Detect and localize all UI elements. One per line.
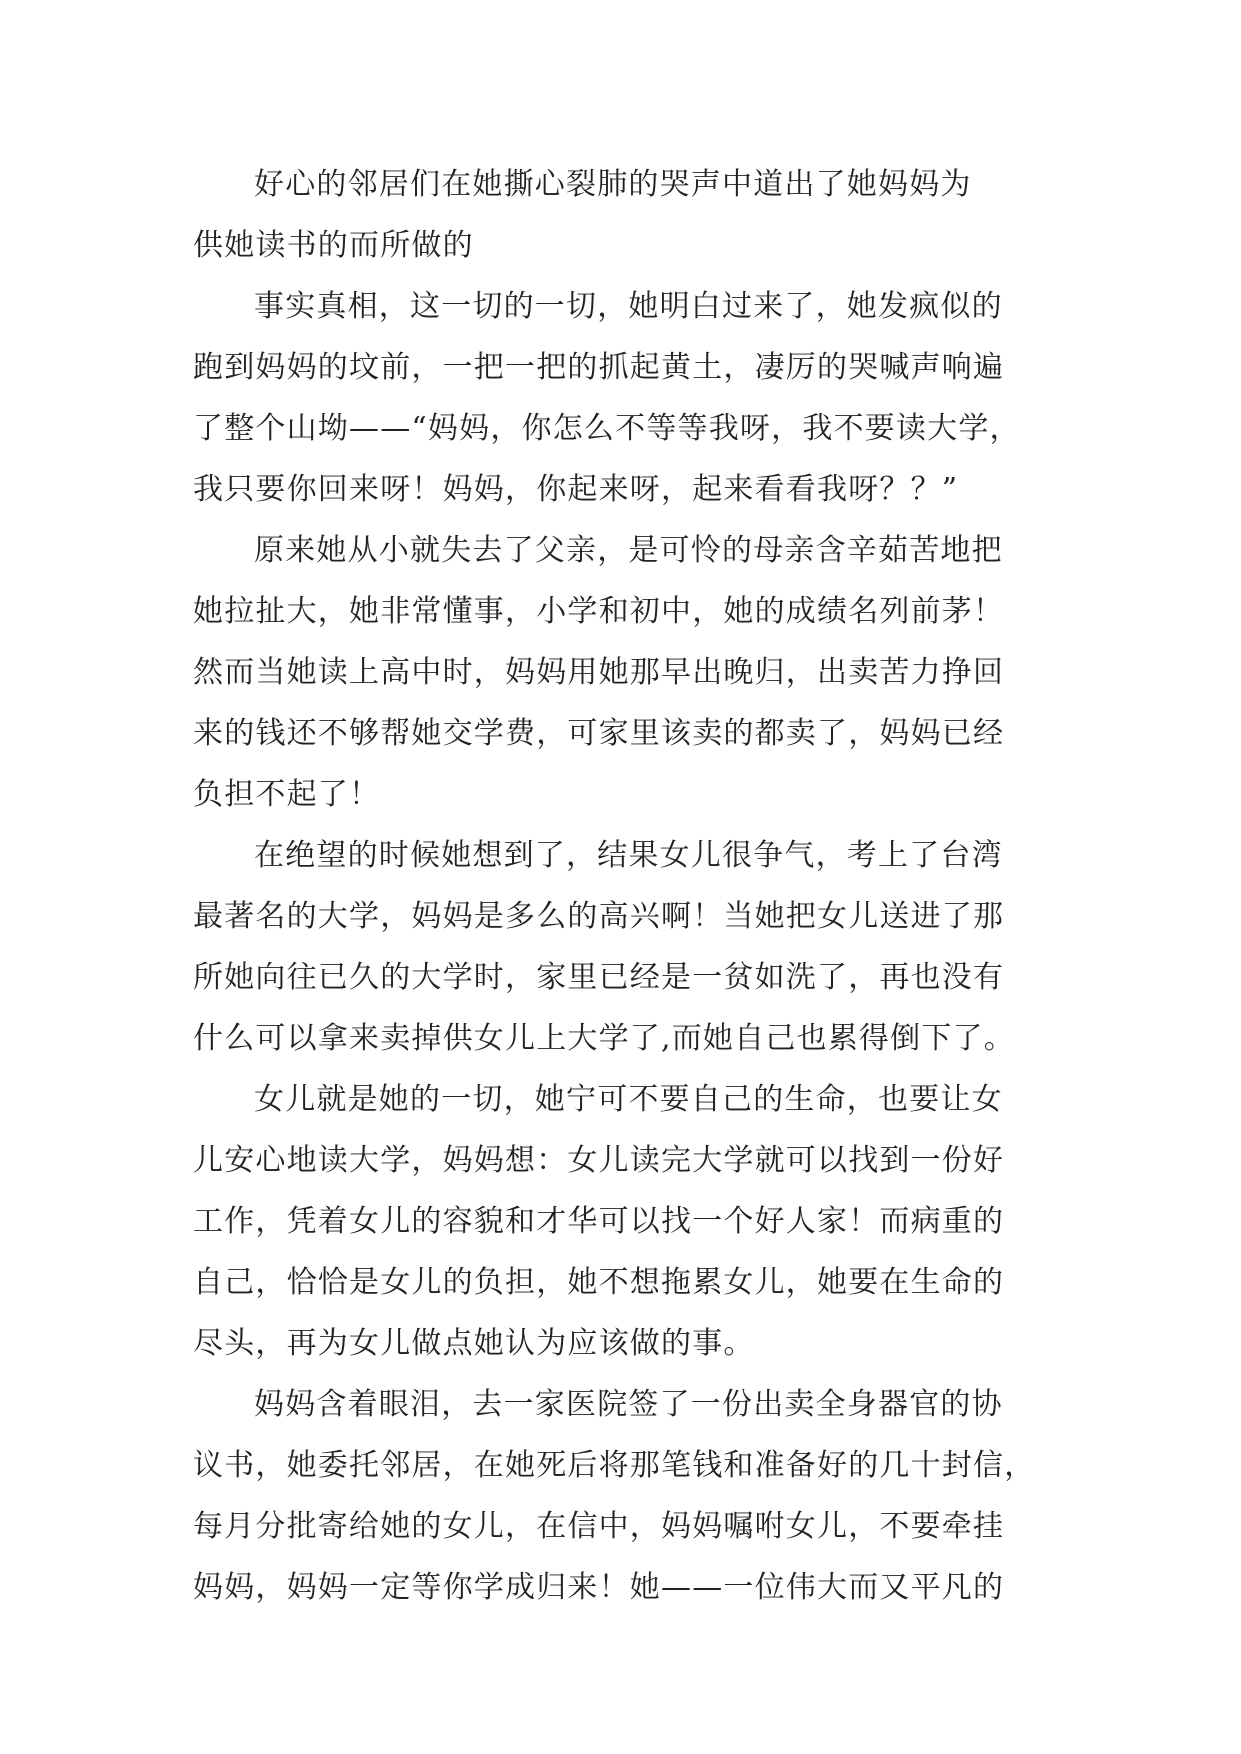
text-line: 跑到妈妈的坟前，一把一把的抓起黄土，凄厉的哭喊声响遍	[193, 350, 1005, 385]
text-line: 所她向往已久的大学时，家里已经是一贫如洗了，再也没有	[193, 960, 1005, 995]
text-line: 自己，恰恰是女儿的负担，她不想拖累女儿，她要在生命的	[193, 1265, 1005, 1300]
text-line: 妈妈含着眼泪，去一家医院签了一份出卖全身器官的协	[254, 1387, 1003, 1422]
text-line: 供她读书的而所做的	[193, 228, 474, 263]
text-line: 在绝望的时候她想到了，结果女儿很争气，考上了台湾	[254, 838, 1003, 873]
text-line: 尽头，再为女儿做点她认为应该做的事。	[193, 1326, 755, 1361]
text-line: 了整个山坳——“妈妈，你怎么不等等我呀，我不要读大学，	[193, 411, 1021, 446]
text-line: 我只要你回来呀！妈妈，你起来呀，起来看看我呀？？”	[193, 472, 959, 507]
text-line: 负担不起了！	[193, 777, 381, 812]
text-line: 儿安心地读大学，妈妈想：女儿读完大学就可以找到一份好	[193, 1143, 1005, 1178]
text-line: 女儿就是她的一切，她宁可不要自己的生命，也要让女	[254, 1082, 1003, 1117]
text-line: 议书，她委托邻居，在她死后将那笔钱和准备好的几十封信，	[193, 1448, 1036, 1483]
text-line: 最著名的大学，妈妈是多么的高兴啊！当她把女儿送进了那	[193, 899, 1005, 934]
text-line: 什么可以拿来卖掉供女儿上大学了,而她自己也累得倒下了。	[193, 1021, 1015, 1056]
text-line: 来的钱还不够帮她交学费，可家里该卖的都卖了，妈妈已经	[193, 716, 1005, 751]
text-line: 事实真相，这一切的一切，她明白过来了，她发疯似的	[254, 289, 1003, 324]
text-line: 好心的邻居们在她撕心裂肺的哭声中道出了她妈妈为	[254, 167, 972, 202]
document-body	[193, 154, 1053, 1618]
text-line: 然而当她读上高中时，妈妈用她那早出晚归，出卖苦力挣回	[193, 655, 1005, 690]
text-line: 妈妈，妈妈一定等你学成归来！她——一位伟大而又平凡的	[193, 1570, 1005, 1605]
text-line: 每月分批寄给她的女儿，在信中，妈妈嘱咐女儿，不要牵挂	[193, 1509, 1005, 1544]
text-line: 工作，凭着女儿的容貌和才华可以找一个好人家！而病重的	[193, 1204, 1005, 1239]
text-line: 她拉扯大，她非常懂事，小学和初中，她的成绩名列前茅！	[193, 594, 1005, 629]
text-line: 原来她从小就失去了父亲，是可怜的母亲含辛茹苦地把	[254, 533, 1003, 568]
